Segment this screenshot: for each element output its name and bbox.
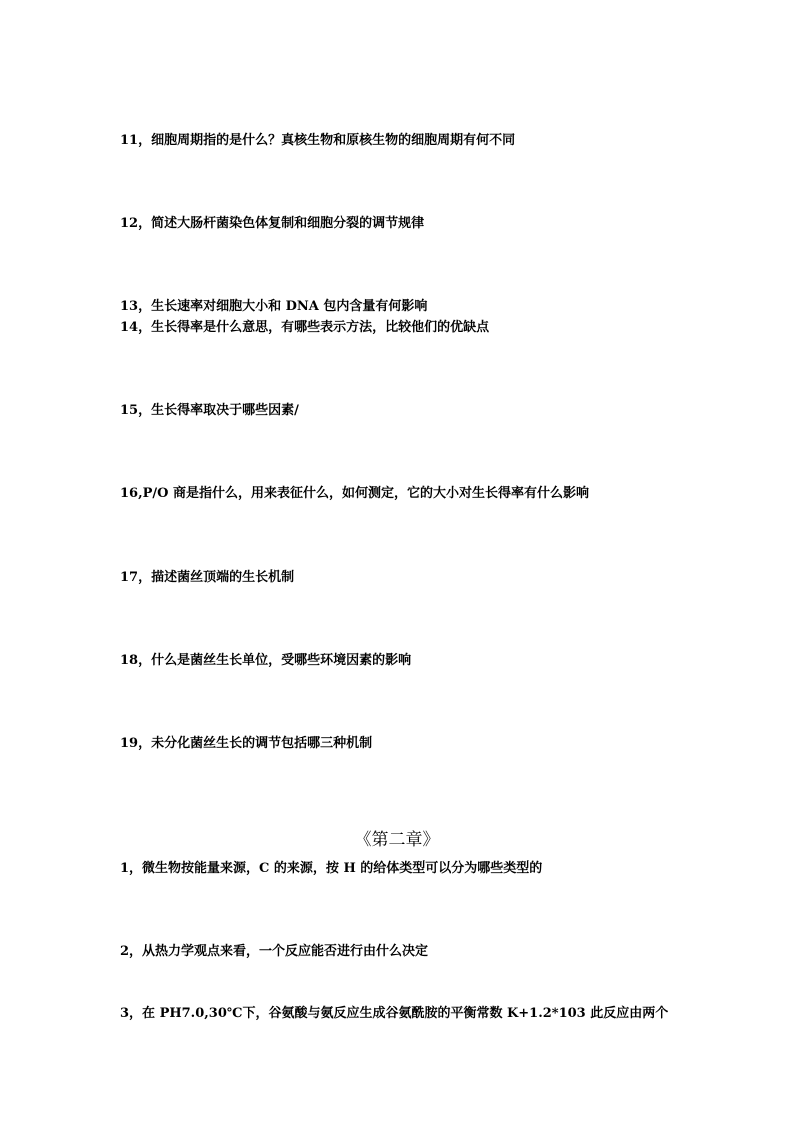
- question-18: 18，什么是菌丝生长单位，受哪些环境因素的影响: [120, 653, 412, 668]
- question-16: 16,P/O 商是指什么，用来表征什么，如何测定，它的大小对生长得率有什么影响: [120, 486, 589, 501]
- chapter2-question-1: 1，微生物按能量来源，C 的来源，按 H 的给体类型可以分为哪些类型的: [120, 861, 543, 876]
- question-14: 14，生长得率是什么意思，有哪些表示方法，比较他们的优缺点: [120, 320, 490, 335]
- question-17: 17，描述菌丝顶端的生长机制: [120, 570, 295, 585]
- question-15: 15，生长得率取决于哪些因素/: [120, 403, 299, 418]
- chapter2-question-3: 3，在 PH7.0,30℃下，谷氨酸与氨反应生成谷氨酰胺的平衡常数 K+1.2*103 此反应由两个: [120, 1006, 669, 1021]
- question-11: 11，细胞周期指的是什么？真核生物和原核生物的细胞周期有何不同: [120, 133, 516, 148]
- chapter2-question-2: 2，从热力学观点来看，一个反应能否进行由什么决定: [120, 944, 429, 959]
- chapter-heading: 《第二章》: [354, 830, 440, 851]
- question-19: 19，未分化菌丝生长的调节包括哪三种机制: [120, 736, 373, 751]
- question-12: 12，简述大肠杆菌染色体复制和细胞分裂的调节规律: [120, 216, 425, 231]
- question-13: 13，生长速率对细胞大小和 DNA 包内含量有何影响: [120, 299, 428, 314]
